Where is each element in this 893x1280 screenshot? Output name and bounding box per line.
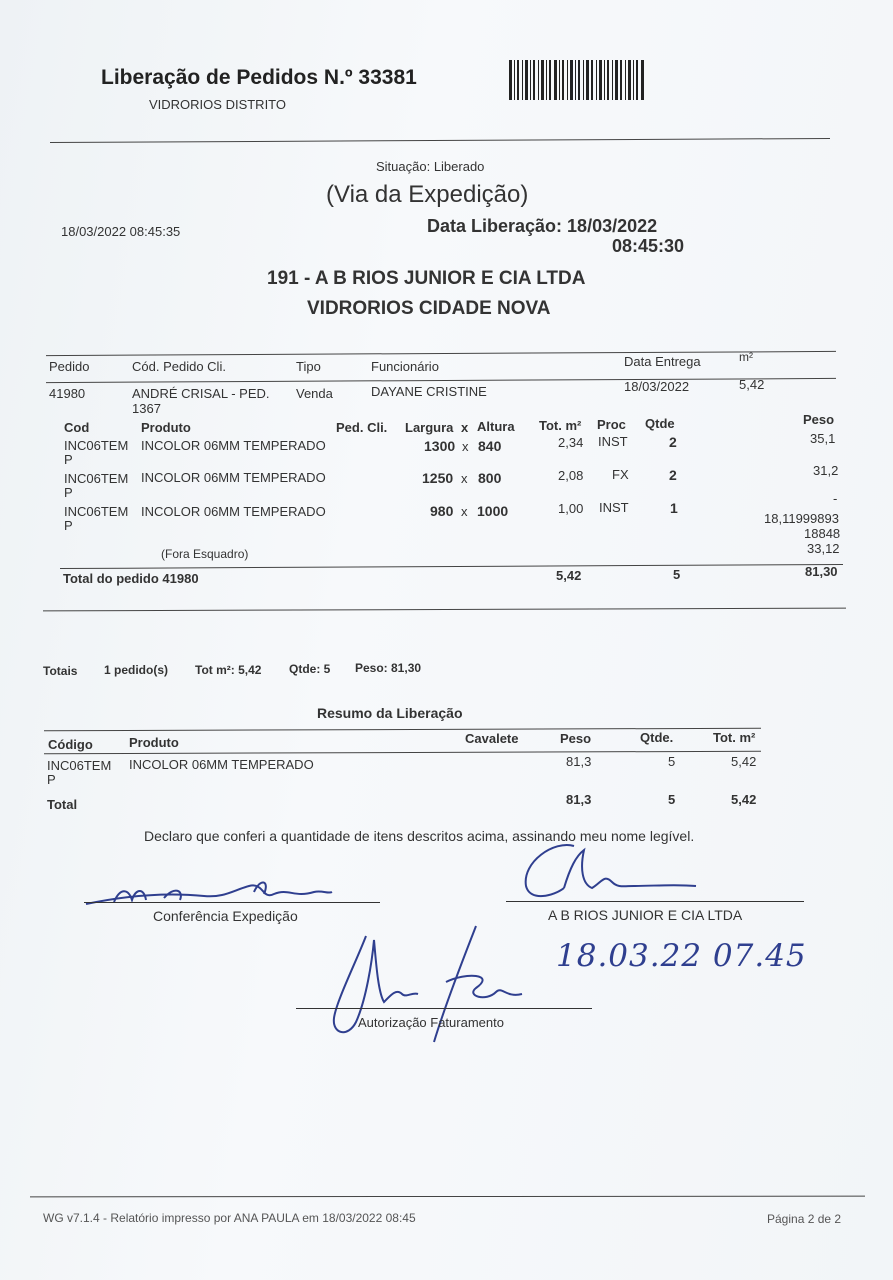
items-col-altura: Altura (477, 419, 515, 434)
item-cod: INC06TEM (64, 438, 129, 453)
item-qtde: 2 (669, 467, 677, 483)
item-cod-cont: P (64, 518, 73, 533)
item-proc: FX (612, 467, 629, 482)
item-altura: 1000 (477, 503, 509, 519)
order-funcionario: DAYANE CRISTINE (371, 384, 487, 399)
resumo-col-cavalete: Cavalete (465, 731, 519, 746)
totais-qtde: Qtde: 5 (289, 662, 331, 676)
footer-divider (30, 1196, 865, 1198)
data-liberacao: Data Liberação: 18/03/2022 (427, 216, 658, 236)
items-col-peso: Peso (803, 412, 835, 427)
resumo-col-tot: Tot. m² (713, 730, 756, 745)
item-tot-m2: 2,08 (558, 468, 584, 483)
items-col-tot-m2: Tot. m² (539, 418, 582, 433)
resumo-row-qtde: 5 (668, 754, 676, 769)
signature-line (296, 1008, 592, 1009)
totais-tot-m2: Tot m²: 5,42 (195, 663, 262, 677)
item-altura: 840 (478, 438, 502, 454)
conferencia-label: Conferência Expedição (153, 908, 298, 924)
order-total-peso: 81,30 (805, 564, 838, 579)
order-total-label: Total do pedido 41980 (63, 571, 199, 586)
item-produto: INCOLOR 06MM TEMPERADO (141, 470, 326, 485)
resumo-row-tot: 5,42 (731, 754, 757, 769)
item-peso: 18,11999893 (764, 511, 839, 526)
via-label: (Via da Expedição) (326, 181, 529, 208)
item-peso: 31,2 (813, 463, 839, 478)
items-col-largura: Largura (405, 420, 454, 435)
client-branch: VIDRORIOS CIDADE NOVA (307, 298, 551, 319)
col-funcionario: Funcionário (371, 359, 439, 374)
divider (60, 564, 843, 569)
item-qtde: 1 (670, 500, 678, 516)
item-largura: 1300 (424, 438, 456, 454)
client-name: 191 - A B RIOS JUNIOR E CIA LTDA (267, 268, 586, 289)
items-col-produto: Produto (141, 420, 191, 435)
item-proc: INST (599, 500, 629, 515)
autorizacao-label: Autorização Faturamento (358, 1015, 504, 1030)
data-liberacao-time: 08:45:30 (612, 236, 685, 256)
col-data-entrega: Data Entrega (624, 354, 701, 369)
signature-conferencia-handwriting (84, 872, 334, 912)
items-col-cod: Cod (64, 420, 90, 435)
resumo-title: Resumo da Liberação (317, 705, 463, 721)
item-x: x (461, 504, 468, 519)
resumo-row-peso: 81,3 (566, 754, 592, 769)
item-x: x (461, 471, 468, 486)
handwritten-date: 18.03.22 07.45 (556, 938, 807, 974)
item-altura: 800 (478, 470, 502, 486)
order-pedido: 41980 (49, 386, 86, 401)
signature-line (84, 902, 380, 903)
order-tipo: Venda (296, 386, 333, 401)
item-tot-m2: 1,00 (558, 501, 584, 516)
fora-esquadro-peso: 33,12 (807, 541, 840, 556)
totais-peso: Peso: 81,30 (355, 661, 422, 675)
client-signature-label: A B RIOS JUNIOR E CIA LTDA (548, 907, 743, 923)
item-produto: INCOLOR 06MM TEMPERADO (141, 438, 326, 453)
item-qtde: 2 (669, 434, 677, 450)
resumo-total-tot: 5,42 (731, 792, 757, 807)
resumo-col-codigo: Código (48, 737, 93, 752)
divider (46, 378, 836, 383)
company-name: VIDRORIOS DISTRITO (149, 97, 286, 112)
divider (46, 351, 836, 356)
divider (44, 751, 761, 755)
items-col-ped-cli: Ped. Cli. (336, 420, 388, 435)
item-peso-dash: - (833, 491, 838, 506)
item-x: x (462, 439, 469, 454)
totais-pedidos: 1 pedido(s) (104, 663, 169, 677)
order-total-m2: 5,42 (556, 568, 582, 583)
resumo-total-peso: 81,3 (566, 792, 592, 807)
item-peso-cont: 18848 (804, 526, 841, 541)
items-col-x: x (461, 420, 469, 435)
resumo-row-codigo-cont: P (47, 772, 56, 787)
totais-label: Totais (43, 664, 78, 678)
resumo-row-codigo: INC06TEM (47, 758, 112, 773)
situacao: Situação: Liberado (376, 159, 485, 174)
items-col-proc: Proc (597, 417, 626, 432)
order-total-qtde: 5 (673, 567, 681, 582)
order-data-entrega: 18/03/2022 (624, 379, 690, 394)
document-title: Liberação de Pedidos N.º 33381 (101, 66, 417, 89)
order-m2: 5,42 (739, 377, 765, 392)
barcode (509, 60, 647, 100)
item-produto: INCOLOR 06MM TEMPERADO (141, 504, 326, 519)
resumo-row-produto: INCOLOR 06MM TEMPERADO (129, 757, 314, 772)
item-proc: INST (598, 434, 628, 449)
resumo-col-qtde: Qtde. (640, 730, 674, 745)
signature-client-handwriting (514, 838, 704, 904)
items-col-qtde: Qtde (645, 416, 675, 431)
fora-esquadro: (Fora Esquadro) (161, 547, 249, 561)
resumo-total-qtde: 5 (668, 792, 676, 807)
order-cod-cli: ANDRÉ CRISAL - PED. (132, 386, 270, 401)
item-cod: INC06TEM (64, 471, 129, 486)
divider (50, 138, 830, 143)
resumo-total-label: Total (47, 797, 78, 812)
item-tot-m2: 2,34 (558, 435, 584, 450)
col-m2: m² (739, 350, 753, 364)
item-cod-cont: P (64, 452, 73, 467)
col-pedido: Pedido (49, 359, 90, 374)
item-peso: 35,1 (810, 431, 836, 446)
declaration-text: Declaro que conferi a quantidade de itens descritos acima, assinando meu nome legível. (144, 828, 695, 844)
item-cod: INC06TEM (64, 504, 129, 519)
signature-line (506, 901, 804, 902)
col-tipo: Tipo (296, 359, 321, 374)
footer-report-info: WG v7.1.4 - Relatório impresso por ANA PAULA em 18/03/2022 08:45 (43, 1211, 416, 1225)
item-largura: 980 (430, 503, 454, 519)
col-cod-cli: Cód. Pedido Cli. (132, 359, 226, 374)
item-cod-cont: P (64, 485, 73, 500)
order-cod-cli-2: 1367 (132, 401, 161, 416)
resumo-col-peso: Peso (560, 731, 592, 746)
footer-page-number: Página 2 de 2 (767, 1212, 842, 1226)
item-largura: 1250 (422, 470, 454, 486)
resumo-col-produto: Produto (129, 735, 179, 750)
divider (43, 608, 846, 612)
print-datetime: 18/03/2022 08:45:35 (61, 224, 181, 239)
